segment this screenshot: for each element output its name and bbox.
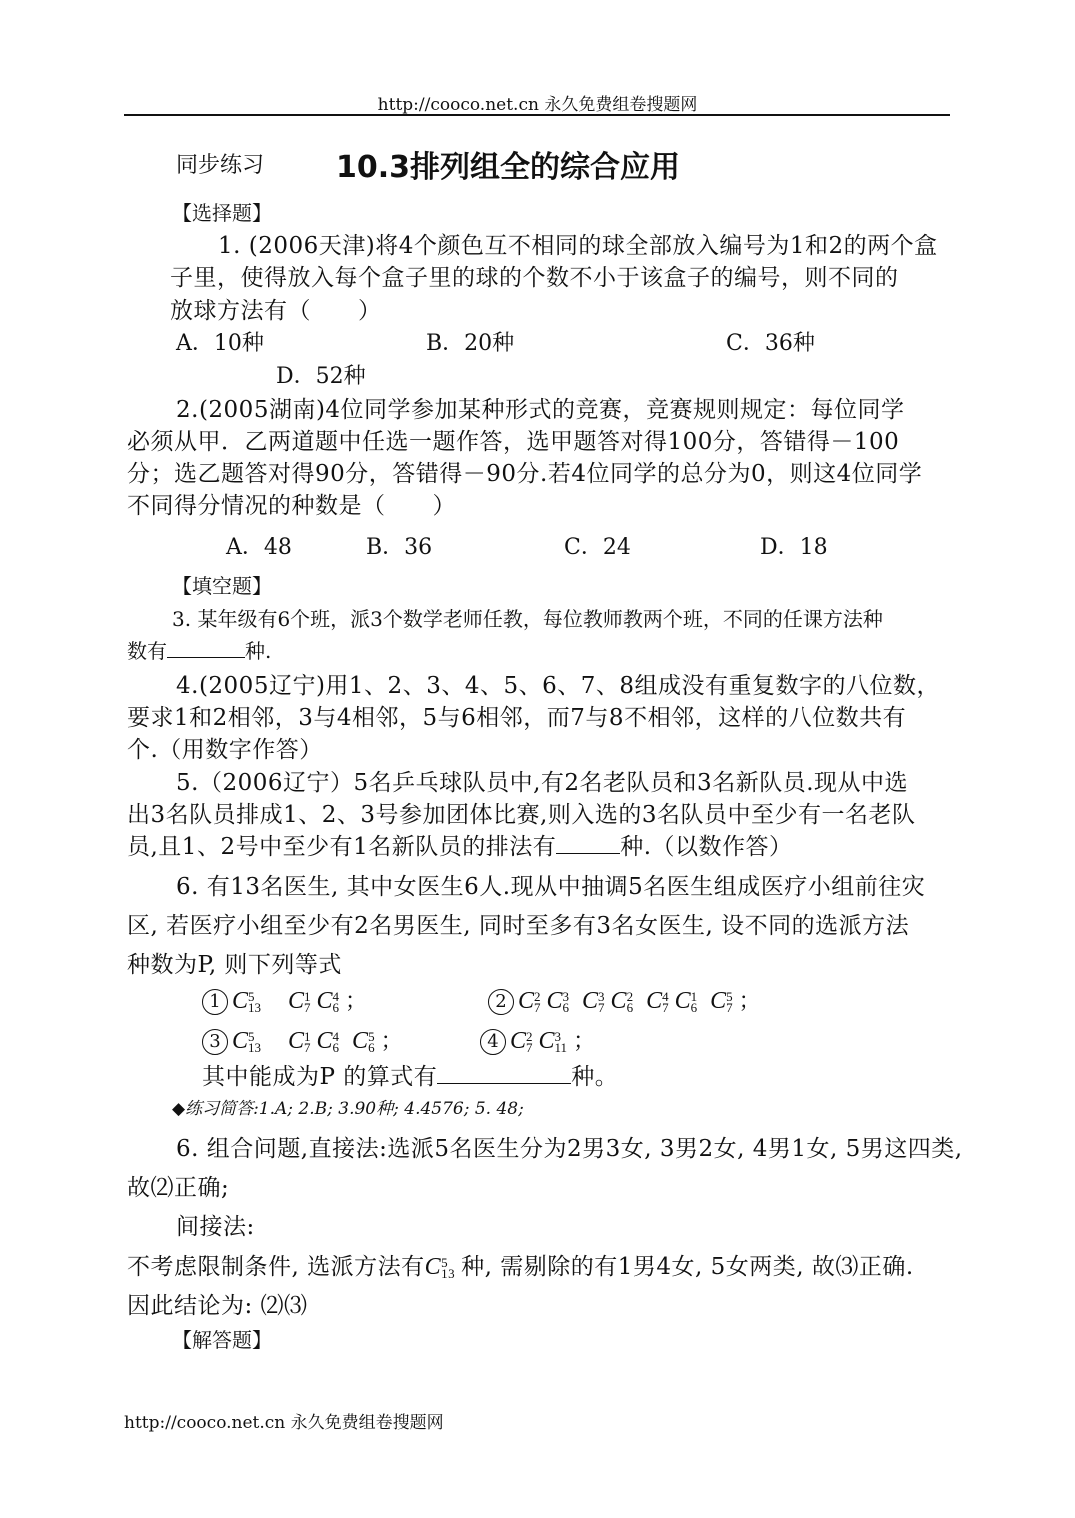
section-fill: 【填空题】 bbox=[172, 574, 272, 598]
q2-option-c: C．24 bbox=[564, 535, 631, 560]
comb-symbol: C bbox=[546, 988, 563, 1014]
q3-suffix: 种. bbox=[245, 639, 272, 663]
q5-answer-blank[interactable] bbox=[556, 831, 620, 854]
q1-option-a: A．10种 bbox=[176, 331, 264, 356]
comb-symbol: C bbox=[352, 1028, 369, 1054]
q1-option-b: B．20种 bbox=[426, 331, 515, 356]
q2-line3: 分；选乙题答对得90分，答错得－90分.若4位同学的总分为0，则这4位同学 bbox=[127, 461, 923, 487]
q2-option-a: A．48 bbox=[226, 535, 292, 560]
solution-line-1: 6. 组合问题,直接法:选派5名医生分为2男3女, 3男2女, 4男1女, 5男这四类, bbox=[176, 1136, 963, 1162]
q1-option-c: C．36种 bbox=[726, 331, 815, 356]
comb-symbol: C bbox=[674, 988, 691, 1014]
q3-prefix: 数有 bbox=[127, 639, 167, 663]
comb-symbol: C bbox=[610, 988, 627, 1014]
q1-line3: 放球方法有（ ） bbox=[170, 298, 382, 324]
q6-suffix: 种。 bbox=[571, 1064, 619, 1090]
comb-symbol: C bbox=[582, 988, 599, 1014]
q4-line3: 个.（用数字作答） bbox=[127, 737, 323, 763]
comb-symbol: C bbox=[646, 988, 663, 1014]
q4-line2: 要求1和2相邻，3与4相邻，5与6相邻，而7与8不相邻，这样的八位数共有 bbox=[127, 705, 907, 731]
comb-symbol: C bbox=[316, 988, 333, 1014]
q2-line1: 2.(2005湖南)4位同学参加某种形式的竞赛，竞赛规则规定：每位同学 bbox=[176, 397, 905, 423]
q6-formula-4: 4 C 2 7 C 3 11 ； bbox=[480, 1024, 595, 1055]
q5-line1: 5.（2006辽宁）5名乒乓球队员中,有2名老队员和3名新队员.现从中选 bbox=[176, 770, 908, 796]
q4-line1: 4.(2005辽宁)用1、2、3、4、5、6、7、8组成没有重复数字的八位数， bbox=[176, 673, 940, 699]
q3-answer-blank[interactable] bbox=[167, 635, 245, 658]
solution-line-4-suffix: 种, 需剔除的有1男4女, 5女两类, 故⑶正确. bbox=[461, 1254, 914, 1280]
q6-line1: 6. 有13名医生, 其中女医生6人.现从中抽调5名医生组成医疗小组前往灾 bbox=[176, 874, 926, 900]
q6-prefix: 其中能成为P 的算式有 bbox=[202, 1064, 438, 1090]
comb-symbol: C bbox=[424, 1254, 442, 1280]
q6-answer-blank[interactable] bbox=[437, 1061, 571, 1084]
q1-line2: 子里，使得放入每个盒子里的球的个数不小于该盒子的编号，则不同的 bbox=[170, 265, 899, 291]
page-header: http://cooco.net.cn 永久免费组卷搜题网 bbox=[377, 95, 698, 115]
comb-symbol: C bbox=[232, 988, 249, 1014]
q1-line1: 1. (2006天津)将4个颜色互不相同的球全部放入编号为1和2的两个盒 bbox=[218, 233, 938, 259]
answer-brief: ◆练习简答:1.A; 2.B; 3.90种; 4.4576; 5. 48; bbox=[172, 1099, 524, 1119]
q2-line2: 必须从甲．乙两道题中任选一题作答，选甲题答对得100分，答错得－100 bbox=[127, 429, 900, 455]
q6-formula-3: 3 C 5 13 C 1 7 C 4 6 C 5 6 ； bbox=[202, 1024, 403, 1055]
comb-symbol: C bbox=[510, 1028, 527, 1054]
solution-line-4-prefix: 不考虑限制条件, 选派方法有 bbox=[127, 1254, 425, 1280]
exercise-label: 同步练习 bbox=[176, 153, 265, 178]
q6-formula-2: 2 C 2 7 C 3 6 C 3 7 C 2 6 C 4 7 C 1 6 C 5 7 ； bbox=[488, 984, 761, 1015]
solution-line-3: 间接法: bbox=[176, 1214, 255, 1240]
solution-line-5: 因此结论为: ⑵⑶ bbox=[127, 1293, 308, 1319]
q5-line2: 出3名队员排成1、2、3号参加团体比赛,则入选的3名队员中至少有一名老队 bbox=[127, 802, 916, 828]
circled-number-1: 1 bbox=[202, 989, 228, 1015]
page-title: 10.3排列组全的综合应用 bbox=[336, 150, 681, 185]
q5-prefix: 员,且1、2号中至少有1名新队员的排法有 bbox=[127, 834, 557, 860]
q5-line3 bbox=[127, 828, 793, 861]
solution-line-4: 不考虑限制条件, 选派方法有C 5 13 种, 需剔除的有1男4女, 5女两类, 故⑶正确. bbox=[127, 1254, 914, 1281]
q5-suffix: 种.（以数作答） bbox=[620, 834, 793, 860]
circled-number-4: 4 bbox=[480, 1029, 506, 1055]
comb-symbol: C bbox=[538, 1028, 555, 1054]
q1-option-d: D．52种 bbox=[276, 364, 366, 389]
q3-line2 bbox=[127, 635, 271, 664]
circled-number-2: 2 bbox=[488, 989, 514, 1015]
header-rule bbox=[124, 114, 950, 116]
q6-line2: 区, 若医疗小组至少有2名男医生, 同时至多有3名女医生, 设不同的选派方法 bbox=[127, 913, 910, 939]
comb-symbol: C bbox=[288, 1028, 305, 1054]
q2-line4: 不同得分情况的种数是（ ） bbox=[127, 493, 456, 519]
comb-symbol: C bbox=[710, 988, 727, 1014]
page-footer: http://cooco.net.cn 永久免费组卷搜题网 bbox=[124, 1413, 444, 1433]
comb-symbol: C bbox=[316, 1028, 333, 1054]
comb-symbol: C bbox=[518, 988, 535, 1014]
q6-formula-1: 1 C 5 13 C 1 7 C 4 6 ； bbox=[202, 984, 367, 1015]
q3-line1: 3. 某年级有6个班，派3个数学老师任教，每位教师教两个班，不同的任课方法种 bbox=[172, 607, 883, 631]
section-solve: 【解答题】 bbox=[172, 1328, 272, 1352]
section-choice: 【选择题】 bbox=[172, 201, 272, 225]
q2-option-b: B．36 bbox=[366, 535, 433, 560]
comb-symbol: C bbox=[232, 1028, 249, 1054]
q6-line3: 种数为P, 则下列等式 bbox=[127, 952, 342, 978]
comb-symbol: C bbox=[288, 988, 305, 1014]
circled-number-3: 3 bbox=[202, 1029, 228, 1055]
q2-option-d: D．18 bbox=[760, 535, 828, 560]
q6-answer-line bbox=[202, 1058, 618, 1091]
solution-line-2: 故⑵正确; bbox=[127, 1175, 230, 1201]
